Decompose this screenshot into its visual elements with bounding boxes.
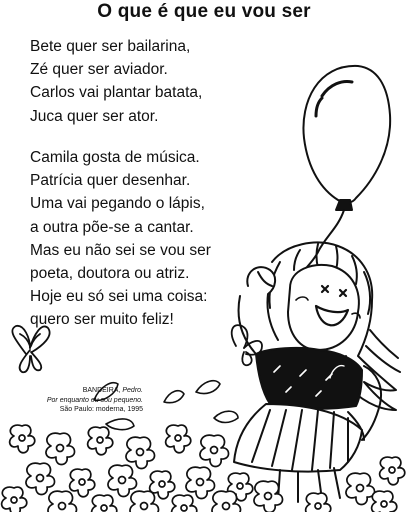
poem-line: Camila gosta de música.: [30, 149, 200, 166]
poem-line: Carlos vai plantar batata,: [30, 84, 203, 102]
poem-line: Patrícia quer desenhar.: [30, 172, 191, 190]
girl-face: [288, 265, 360, 350]
source-citation: [5, 386, 143, 415]
girl-skirt: [234, 404, 362, 472]
poem-line: Bete quer ser bailarina,: [30, 38, 191, 55]
poem-line: Hoje eu só sei uma coisa:: [30, 288, 208, 306]
poem-line: Zé quer ser aviador.: [30, 61, 168, 79]
citation-publication: São Paulo: moderna, 1995: [59, 406, 143, 413]
poem-line: Juca quer ser ator.: [30, 107, 159, 125]
butterfly-icon: [12, 326, 49, 372]
poem-title: O que é que eu vou ser: [97, 1, 311, 22]
poem-line: Mas eu não sei se vou ser: [30, 241, 211, 259]
poem-line: a outra põe-se a cantar.: [30, 218, 194, 236]
balloon-icon: [296, 66, 390, 282]
poem-line: quero ser muito feliz!: [30, 311, 174, 329]
poem-line: Uma vai pegando o lápis,: [30, 195, 205, 213]
citation-name: Pedro.: [122, 387, 143, 394]
stanza-2: [30, 146, 211, 332]
stanza-1: [30, 35, 202, 128]
poem-line: poeta, doutora ou atriz.: [30, 265, 190, 283]
citation-surname: BANDEIRA,: [82, 387, 121, 394]
citation-author-line: [5, 386, 143, 396]
citation-book: Por enquanto eu sou pequeno.: [46, 396, 143, 404]
